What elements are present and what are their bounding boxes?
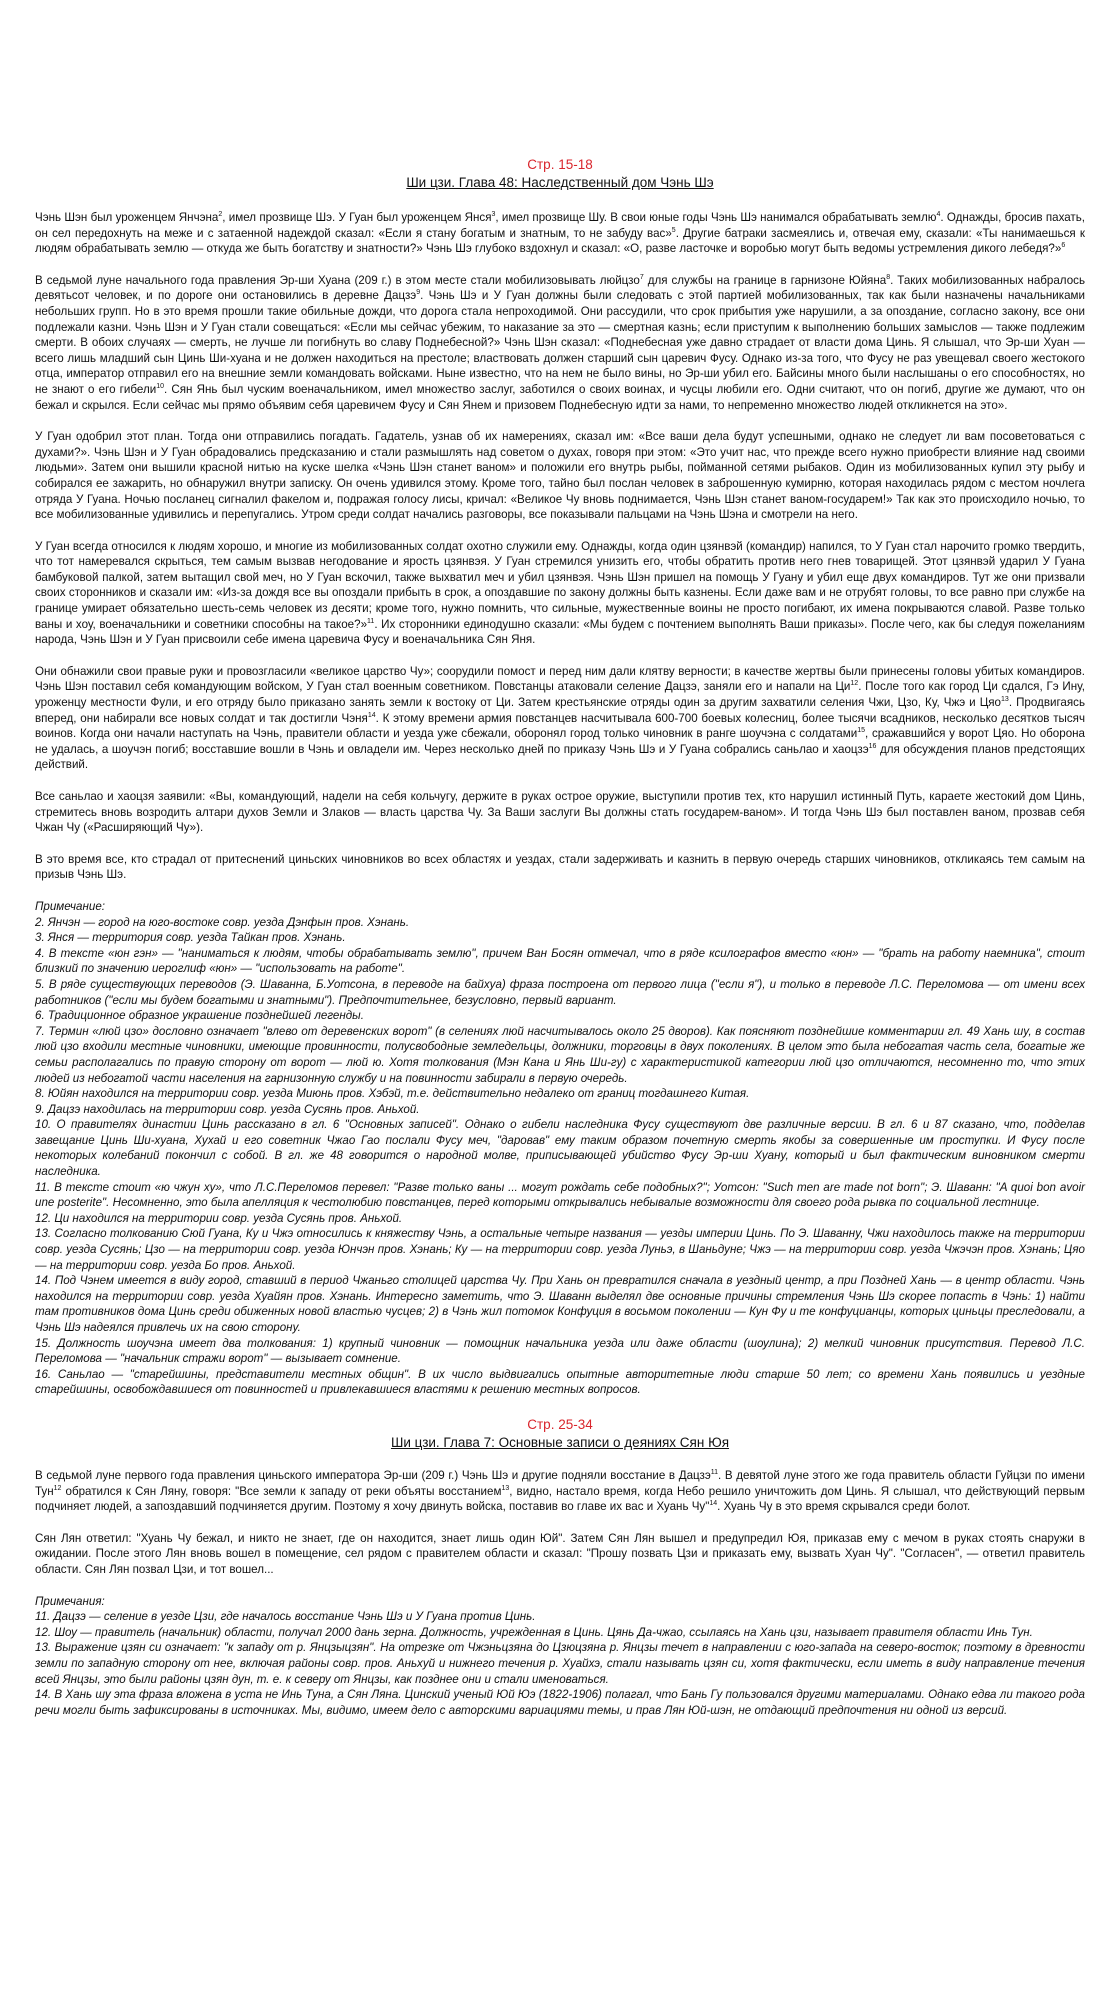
notes-heading: Примечание: xyxy=(35,899,105,913)
footnote-ref[interactable]: 13 xyxy=(1001,696,1009,704)
paragraph: Чэнь Шэн был уроженцем Янчэна$^2$, имел прозвище Шэ. У Гуан был уроженцем Янся$^3$, имел прозвище Шу. В свои юные годы Чэнь Шэ нанимался обрабатывать землю$^4$. Однажды, бросив пахать, он сел передохнуть на меже и с затаенной надеждой сказал: «Если я стану богатым и знатным, то не забуду вас»$^5$. Другие батраки засмеялись и, отвечая ему, сказали: «Ты нанимаешься к людям обрабатывать землю — откуда же быть богатству и знатности?» Чэнь Шэ глубоко вздохнул и сказал: «О, разве ласточке и воробью могут быть ведомы устремления дикого лебедя?»$^6$ xyxy=(35,211,1086,256)
footnote-ref[interactable]: 8 xyxy=(886,273,891,281)
footnote-ref[interactable]: 14 xyxy=(709,1500,718,1508)
note-item: 5. В ряде существующих переводов (Э. Шаванна, Б.Уотсона, в переводе на байхуа) фраза построена от первого лица ("если я"), и только в переводе Л.С. Переломова — от имени всех работников ("если мы будем богатыми и знатными"). Предпочтительнее, безусловно, первый вариант. xyxy=(35,977,1085,1007)
note-item: 16. Саньлао — "старейшины, представители местных общин". В их число выдвигались опытные авторитетные люди старше 50 лет; со времени Хань появились и уездные старейшины, освобождавшиеся от повинностей и привлекавшиеся властями к решению местных вопросов. xyxy=(35,1367,1085,1397)
note-item: 13. Согласно толкованию Сюй Гуана, Ку и Чжэ относились к княжеству Чэнь, а остальные четыре названия — уезды империи Цинь. По Э. Шаванну, Чжи находилось также на территории совр. уезда Сусянь; Цзо — на территории совр. уезда Юнчэн пров. Хэнань; Ку — на территории совр. уезда Луньэ, в Шаньдуне; Чжэ — на территории совр. уезда Чжэчэн пров. Хэнань; Цяо — на территории совр. уезда Бо пров. Аньхой. xyxy=(35,1227,1085,1272)
footnote-ref[interactable]: 2 xyxy=(218,211,223,218)
note-item: 7. Термин «люй цзо» дословно означает "влево от деревенских ворот" (в селениях люй насчитывалось около 25 дворов). Как поясняют позднейшие комментарии гл. 49 Хань шу, в состав люй цзо входили местные чиновники, имеющие провинности, полусвободные земледельцы, должники, торговцы в двух поколениях. В целом это была небогатая часть села, богатые же семьи располагались по правую сторону от ворот — люй ю. Хотя толкования (Мэн Кана и Янь Ши-гу) с характеристикой категории люй цзо отличаются, несомненно то, что этих людей из небогатой части населения на гарнизонную службу и на повинности забирали в первую очередь. xyxy=(35,1024,1085,1085)
note-item: 4. В тексте «юн гэн» — "наниматься к людям, чтобы обрабатывать землю", причем Ван Босян отмечал, что в ряде ксилографов вместо «юн» — "брать на работу наемника", стоит близкий по значению иероглиф «юн» — "использовать на работе". xyxy=(35,946,1085,976)
note-item: 14. В Хань шу эта фраза вложена в уста не Инь Туна, а Сян Ляна. Цинский ученый Юй Юэ (1822-1906) полагал, что Бань Гу пользовался другими материалами. Однако едва ли такого рода речи могли быть зафиксированы в источниках. Мы, видимо, имеем дело с авторскими вариациями темы, и прав Лян Юй-шэн, не отдающий предпочтения ни одной из версий. xyxy=(35,1688,1085,1717)
note-item: 15. Должность шоучэна имеет два толкования: 1) крупный чиновник — помощник начальника уезда или даже области (шоулина); 2) мелкий чиновник присутствия. Перевод Л.С. Переломова — "начальник стражи ворот" — вызывает сомнение. xyxy=(35,1336,1085,1366)
footnote-ref[interactable]: 13 xyxy=(501,1484,510,1492)
footnote-ref[interactable]: 11 xyxy=(367,617,375,625)
footnote-ref[interactable]: 6 xyxy=(1061,242,1066,250)
footnote-ref[interactable]: 12 xyxy=(850,680,859,688)
paragraph: Все саньлао и хаоцзя заявили: «Вы, командующий, надели на себя кольчугу, держите в руках острое оружие, выступили против тех, кто нарушил истинный Путь, караете жестокий дом Цинь, стремитесь вновь возродить алтари духов Земли и Злаков — власть царства Чу. За Ваши заслуги Вы должны стать государем-ваном». И тогда Чэнь Шэ был поставлен ваном, прозвав себя Чжан Чу («Расширяющий Чу»). xyxy=(35,790,1085,835)
note-item: 9. Дацзэ находилась на территории совр. уезда Сусянь пров. Аньхой. xyxy=(35,1102,420,1116)
footnote-ref[interactable]: 11 xyxy=(710,1468,719,1476)
paragraph: В это время все, кто страдал от притеснений циньских чиновников во всех областях и уездах, стали задерживать и казнить в первую очередь старших чиновников, откликаясь тем самым на призыв Чэнь Шэ. xyxy=(35,852,1085,882)
paragraph: У Гуан всегда относился к людям хорошо, и многие из мобилизованных солдат охотно служили ему. Однажды, когда один цзянвэй (командир) напился, то У Гуан стал нарочито громко твердить, что тот намеревался скрыться, тем самым вызвав негодование и ярость цзянвэя. У Гуан стремился унизить его, чтобы обратить против него гнев товарищей. Этот цзянвэй ударил У Гуана бамбуковой палкой, затем вытащил свой меч, но У Гуан вскочил, также выхватил меч и убил цзянвэя. Чэнь Шэн пришел на помощь У Гуану и убил еще двух командиров. Тут же они призвали своих сторонников и сказали им: «Из-за дождя все вы опоздали прибыть в срок, а опоздавшие по закону должны быть казнены. Если даже вам и не отрубят головы, то все равно при службе на границе умирает обязательно шесть-семь человек из десяти; кроме того, нужно помнить, что сильные, мужественные воины не просто погибают, их имена покрываются славой. Разве только ваны и хоу, военачальники и советники способны на такое?»$^{11}$. Их сторонники единодушно сказали: «Мы будем с почтением выполнять Ваши приказы». После чего, как бы следуя пожеланиям народа, Чэнь Шэн и У Гуан присвоили себе имена царевича Фусу и военачальника Сян Яня. xyxy=(35,539,1085,647)
section-header xyxy=(35,1416,1085,1452)
note-item: 3. Янся — территория совр. уезда Тайкан пров. Хэнань. xyxy=(35,931,346,945)
section-chapter-48 xyxy=(35,0,1085,1398)
chapter-title xyxy=(35,1434,1085,1452)
note-item: 12. Шоу — правитель (начальник) области, получал 2000 дань зерна. Должность, учрежденная в Цинь. Цянь Да-чжао, ссылаясь на Хань цзи, называет правителя области Инь Тун. xyxy=(35,1625,1033,1639)
footnote-ref[interactable]: 9 xyxy=(416,289,421,297)
chapter-title-text: Ши цзи. Глава 7: Основные записи о деяниях Сян Юя xyxy=(390,1434,730,1450)
page-range-link[interactable]: Стр. 15-18 xyxy=(527,157,593,172)
paragraphs xyxy=(35,210,1085,883)
chapter-title xyxy=(35,174,1085,192)
paragraph: Сян Лян ответил: "Хуань Чу бежал, и никто не знает, где он находится, знает лишь один Юй". Затем Сян Лян вышел и предупредил Юя, приказав ему с мечом в руках стоять снаружи в ожидании. После этого Лян вновь вошел в помещение, сел рядом с правителем области и сказал: "Прошу позвать Цзи и приказать ему, вызвать Хуан Чу". "Согласен", — ответил правитель области. Сян Лян позвал Цзи, и тот вошел... xyxy=(35,1531,1085,1576)
page-range-link[interactable]: Стр. 25-34 xyxy=(527,1416,593,1432)
footnote-ref[interactable]: 3 xyxy=(491,211,496,218)
note-item: 13. Выражение цзян си означает: "к западу от р. Янцзыцзян". На отрезке от Чжэньцзяна до Цзюцзяна р. Янцзы течет в направлении с юго-запада на северо-восток; поэтому в древности земли по западную сторону от нее, включая районы совр. пров. Аньхуй и нижнего течения р. Хуайхэ, стали называть цзян си, хотя фактически, если иметь в виду направление течения всей Янцзы, это были районы цзян дун, т. е. к северу от Янцзы, как позднее они и стали именоваться. xyxy=(35,1641,1085,1686)
paragraphs xyxy=(35,1468,1085,1578)
footnote-ref[interactable]: 5 xyxy=(671,226,676,234)
paragraph: Они обнажили свои правые руки и провозгласили «великое царство Чу»; соорудили помост и перед ним дали клятву верности; в качестве жертвы были принесены головы убитых командиров. Чэнь Шэн поставил себя командующим войском, У Гуан стал военным советником. Повстанцы атаковали селение Дацзэ, заняли его и напали на $Ци^{12}$. После того как город Ци сдался, Гэ Ину, уроженцу местности Фули, и его отряду было приказано занять земли к востоку от Ци. Затем крестьянские отряды один за другим захватили селения Чжи, Цзо, Ку, Чжэ и Цяо$^{13}$. Продвигаясь вперед, они набирали все новых солдат и так достигли Чэня$^{14}$. К этому времени армия повстанцев насчитывала 600-700 боевых колесниц, более тысячи всадников, несколько десятков тысяч воинов. Когда они начали наступать на Чэнь, правители области и уезда уже сбежали, оборонял город только чиновник в ранге шоучэна с солдатами$^{15}$, сражавшийся у ворот Цяо. Но оборона не удалась, а шоучэн погиб; восставшие вошли в Чэнь и овладели им. Через несколько дней по приказу Чэнь Шэ и У Гуана собрались саньлао и хаоцзэ$^{16}$ для обсуждения планов предстоящих действий. xyxy=(35,664,1085,772)
note-item: 6. Традиционное образное украшение позднейшей легенды. xyxy=(35,1009,364,1023)
paragraph: В седьмой луне первого года правления циньского императора Эр-ши (209 г.) Чэнь Шэ и другие подняли восстание в Дацзэ$^{11}$. В девятой луне этого же года правитель области Гуйцзи по имени Тун$^{12}$ обратился к Сян Ляну, говоря: "Все земли к западу от реки объяты восстанием$^{13}$, видно, настало время, когда Небо решило уничтожить дом Цинь. Я слышал, что действующий первым подчиняет людей, а запоздавший подчиняется другим. Поэтому я хочу двинуть войска, поставив во главе их вас и Хуань Чу"$^{14}$. Хуань Чу в это время скрывался среди болот. xyxy=(35,1468,1085,1514)
footnote-ref[interactable]: 7 xyxy=(639,273,644,281)
footnote-ref[interactable]: 12 xyxy=(53,1484,62,1492)
footnote-ref[interactable]: 15 xyxy=(857,727,865,735)
section-chapter-7 xyxy=(35,1416,1085,1718)
paragraph: В седьмой луне начального года правления Эр-ши Хуана (209 г.) в этом месте стали мобилизовывать люйцзо$^7$ для службы на границе в гарнизоне Юйяна$^8$. Таких мобилизованных набралось девятьсот человек, и по дороге они остановились в деревне Дацзэ$^9$. Чэнь Шэ и У Гуан должны были следовать с этой партией мобилизованных, так как были назначены начальниками небольших групп. Но в это время прошли такие обильные дожди, что дорога стала непроходимой. Они рассудили, что срок прибытия уже нарушили, а за опоздание, согласно закону, все они подлежали казни. Чэнь Шэн и У Гуан стали совещаться: «Если мы сейчас убежим, то наказание за это — смертная казнь; если приступим к выполнению больших замыслов — также подлежим смерти. В обоих случаях — смерть, не лучше ли погибнуть во славу Поднебесной?» Чэнь Шэн сказал: «Поднебесная уже давно страдает от власти дома Цинь. Я слышал, что Эр-ши Хуан — всего лишь младший сын Цинь Ши-хуана и не должен находиться на престоле; властвовать должен старший сын царевич Фусу. Однако из-за того, что Фусу не раз увещевал своего жестокого отца, император отправил его на внешние земли командовать войсками. Ныне известно, что на нем не было вины, но Эр-ши убил его. Байсины много были наслышаны о его способностях, но не знают о его гибели$^{10}$. Сян Янь был чуским военачальником, имел множество заслуг, заботился о своих воинах, и чусцы любили его. Одни считают, что он погиб, другие же думают, что он бежал и скрылся. Если сейчас мы прямо объявим себя царевичем Фусу и Сян Янем и призовем Поднебесную идти за нами, то непременно множество людей откликнется на это». xyxy=(35,273,1085,412)
note-item: 10. О правителях династии Цинь рассказано в гл. 6 "Основных записей". Однако о гибели наследника Фусу существуют две различные версии. В гл. 6 и 87 сказано, что, подделав завещание Цинь Ши-хуана, Хухай и его советник Чжао Гао послали Фусу меч, "даровав" ему таким образом почетную смерть якобы за совершенные им проступки. И Фусу после некоторых колебаний покончил с собой. В гл. же 48 говорится о народной молве, приписывающей убийство Фусу Эр-ши Хуану, который и был фактическим виновником смерти наследника. xyxy=(35,1118,1085,1179)
footnote-ref[interactable]: 4 xyxy=(936,211,941,218)
chapter-title-text: Ши цзи. Глава 48: Наследственный дом Чэнь Шэ xyxy=(406,175,714,190)
footnote-ref[interactable]: 14 xyxy=(367,711,376,719)
paragraph: У Гуан одобрил этот план. Тогда они отправились погадать. Гадатель, узнав об их намерениях, сказал им: «Все ваши дела будут успешными, однако не следует ли вам посоветоваться с духами?». Чэнь Шэн и У Гуан обрадовались предсказанию и стали размышлять над советом о духах, говоря при этом: «Это учит нас, что прежде всего нужно приобрести влияние над своими людьми». Затем они вышили красной нитью на куске шелка «Чэнь Шэн станет ваном» и положили его внутрь рыбы, пойманной сетями рыбаков. Один из мобилизованных купил эту рыбу и собирался ее зажарить, но обнаружил внутри записку. Он очень удивился этому. Кроме того, тайно был послан человек в заброшенную кумирню, которая находилась рядом с местом ночлега отряда У Гуана. Ночью посланец сигналил факелом и, подражая голосу лисы, кричал: «Великое Чу вновь поднимается, Чэнь Шэн станет ваном-государем!» Так как это происходило ночью, то все мобилизованные удивились и перепугались. Утром среди солдат начались разговоры, все показывали пальцами на Чэнь Шэна и смотрели на него. xyxy=(35,430,1085,522)
footnote-ref[interactable]: 10 xyxy=(156,382,164,390)
footnote-ref[interactable]: 16 xyxy=(868,742,877,750)
note-item: 14. Под Чэнем имеется в виду город, ставший в период Чжаньго столицей царства Чу. При Хань он превратился сначала в уездный центр, а при Поздней Хань — в центр области. Чэнь находился на территории совр. уезда Хуайян пров. Хэнань. Интересно заметить, что Э. Шаванн выделял две основные причины стремления Чэнь Шэ скорее попасть в Чэнь: 1) найти там противников дома Цинь среди обиженных новой властью чусцев; 2) в Чэнь жил потомок Конфуция в восьмом поколении — Кун Фу и те конфуцианцы, которых циньцы преследовали, а Чэнь Шэ надеялся привлечь их на свою сторону. xyxy=(35,1274,1085,1334)
section-header xyxy=(35,156,1085,192)
note-item: 12. Ци находился на территории совр. уезда Сусянь пров. Аньхой. xyxy=(35,1211,403,1225)
notes-block xyxy=(35,899,1085,1398)
note-item: 2. Янчэн — город на юго-востоке совр. уезда Дэнфын пров. Хэнань. xyxy=(35,915,410,929)
note-item: 8. Юйян находился на территории совр. уезда Миюнь пров. Хэбэй, т.е. действительно недалеко от границ тогдашнего Китая. xyxy=(35,1087,750,1101)
notes-heading: Примечания: xyxy=(35,1594,105,1608)
note-item: 11. Дацзэ — селение в уезде Цзи, где началось восстание Чэнь Шэ и У Гуана против Цинь. xyxy=(35,1610,536,1624)
notes-block xyxy=(35,1594,1085,1719)
note-item: 11. В тексте стоит «ю чжун ху», что Л.С.Переломов перевел: "Разве только ваны ... могут рождать себе подобных?"; Уотсон: "Such men are made not born"; Э. Шаванн: "A quoi bon avoir une posterite". Несомненно, это была апелляция к честолюбию повстанцев, перед которыми открывались небывалые возможности для своего рода рывка по социальной лестнице. xyxy=(35,1180,1085,1210)
document-page xyxy=(35,0,1085,2000)
